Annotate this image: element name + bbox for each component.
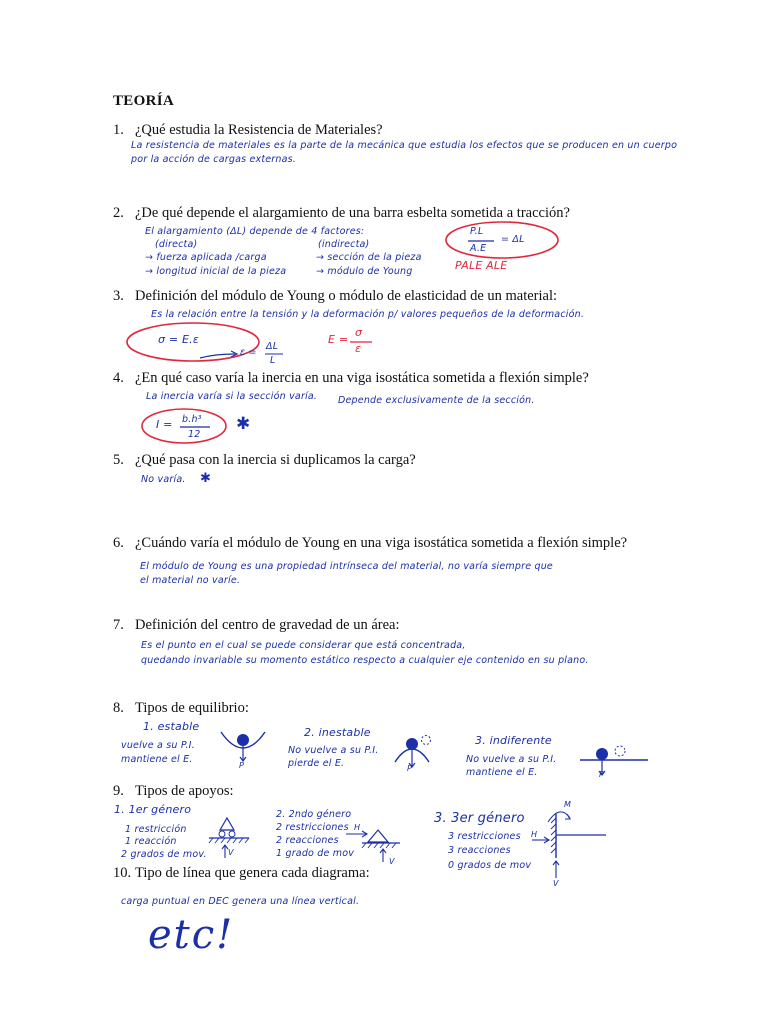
question-5: 5. ¿Qué pasa con la inercia si duplicamos la carga? <box>113 452 416 468</box>
question-10: 10. Tipo de línea que genera cada diagrama: <box>113 865 370 881</box>
support-2-line-1: 2 restricciones <box>276 822 349 833</box>
question-6: 6. ¿Cuándo varía el módulo de Young en una viga isostática sometida a flexión simple? <box>113 535 628 551</box>
formula-2-mnemonic: PALE ALE <box>455 259 508 272</box>
answer-6-line-1: El módulo de Young es una propiedad intrínseca del material, no varía siempre que <box>140 561 553 572</box>
equilibrium-1-line-2: mantiene el E. <box>121 754 193 765</box>
support-2-line-3: 1 grado de mov <box>276 848 355 859</box>
equilibrium-2-line-1: No vuelve a su P.I. <box>288 745 379 756</box>
answer-2-item-2: → longitud inicial de la pieza <box>145 266 287 277</box>
formula-4-num: b.h³ <box>182 414 202 425</box>
formula-3-stress-strain: σ = E.ε <box>158 333 199 346</box>
formula-3-strain-lhs: ε = <box>240 347 257 358</box>
answer-2-item-4: → módulo de Young <box>316 266 413 277</box>
formula-3-young-num: σ <box>355 326 363 339</box>
support-2-line-2: 2 reacciones <box>276 835 339 846</box>
equilibrium-3-line-2: mantiene el E. <box>466 767 538 778</box>
support-3-title: 3. 3er género <box>434 811 525 826</box>
support-3-line-1: 3 restricciones <box>448 831 521 842</box>
answer-2-item-3: → sección de la pieza <box>316 252 422 263</box>
support-3-line-3: 0 grados de mov <box>448 860 532 871</box>
neutral-equilibrium-icon <box>578 740 650 782</box>
question-7: 7. Definición del centro de gravedad de un área: <box>113 617 400 633</box>
support-3-m: M <box>564 800 572 809</box>
support-2-title: 2. 2ndo género <box>276 809 352 820</box>
fixed-support-icon <box>526 800 616 892</box>
answer-5-line-1: No varía. <box>141 474 186 485</box>
equilibrium-2-title: 2. inestable <box>304 726 371 739</box>
question-1: 1. ¿Qué estudia la Resistencia de Materiales? <box>113 122 383 138</box>
formula-3-circle <box>125 320 285 368</box>
support-3-line-2: 3 reacciones <box>448 845 511 856</box>
formula-4-den: 12 <box>188 429 201 440</box>
equilibrium-3-p: P <box>599 770 605 779</box>
support-1-v: V <box>228 848 234 857</box>
answer-5-asterisk: ✱ <box>200 471 212 486</box>
equilibrium-2-p: P <box>407 764 413 773</box>
support-2-v: V <box>389 857 395 866</box>
formula-2-equals: = ΔL <box>501 234 525 245</box>
answer-4-line-1: La inercia varía si la sección varía. <box>146 391 318 402</box>
question-3: 3. Definición del módulo de Young o módulo de elasticidad de un material: <box>113 288 558 304</box>
formula-3-young-den: ε <box>355 342 362 355</box>
support-2-h: H <box>354 823 361 832</box>
formula-4-circle <box>140 407 232 445</box>
answer-2-item-1: → fuerza aplicada /carga <box>145 252 267 263</box>
answer-4-line-1b: Depende exclusivamente de la sección. <box>338 395 535 406</box>
equilibrium-1-line-1: vuelve a su P.I. <box>121 740 195 751</box>
support-1-line-1: 1 restricción <box>125 824 187 835</box>
question-9: 9. Tipos de apoyos: <box>113 783 234 799</box>
formula-2-denominator: A.E <box>470 243 487 254</box>
formula-4-lhs: I = <box>156 418 173 431</box>
answer-6-line-2: el material no varíe. <box>140 575 241 586</box>
unstable-equilibrium-icon <box>392 730 442 774</box>
page-title: TEORÍA <box>113 93 174 109</box>
support-1-line-3: 2 grados de mov. <box>121 849 207 860</box>
support-1-line-2: 1 reacción <box>125 836 177 847</box>
equilibrium-3-title: 3. indiferente <box>475 734 552 747</box>
support-1-title: 1. 1er género <box>114 803 192 816</box>
equilibrium-1-title: 1. estable <box>143 720 200 733</box>
pinned-support-icon <box>340 826 410 866</box>
formula-2-numerator: P.L <box>470 226 484 237</box>
equilibrium-1-p: P <box>239 761 245 770</box>
equilibrium-3-line-1: No vuelve a su P.I. <box>466 754 557 765</box>
support-3-h: H <box>531 830 538 839</box>
answer-2-line-1: El alargamiento (ΔL) depende de 4 factores: <box>145 226 365 237</box>
support-3-v: V <box>553 879 559 888</box>
equilibrium-2-line-2: pierde el E. <box>288 758 345 769</box>
answer-4-asterisk: ✱ <box>236 414 251 434</box>
formula-3-young-lhs: E = <box>328 333 349 346</box>
etc-scribble: etc! <box>148 912 235 958</box>
formula-3-young-bar <box>350 340 374 344</box>
answer-1-line-2: por la acción de cargas externas. <box>131 154 297 165</box>
answer-2-indirecta: (indirecta) <box>318 239 370 250</box>
answer-1-line-1: La resistencia de materiales es la parte de la mecánica que estudia los efectos que se producen en un cuerpo <box>131 140 678 151</box>
formula-3-strain-den: L <box>270 355 276 366</box>
formula-3-strain-num: ΔL <box>266 341 279 352</box>
answer-3-line-1: Es la relación entre la tensión y la deformación p/ valores pequeños de la deformación. <box>151 309 585 320</box>
answer-7-line-1: Es el punto en el cual se puede considerar que está concentrada, <box>141 640 466 651</box>
question-4: 4. ¿En qué caso varía la inercia en una viga isostática sometida a flexión simple? <box>113 370 589 386</box>
answer-2-directa: (directa) <box>155 239 198 250</box>
question-8: 8. Tipos de equilibrio: <box>113 700 249 716</box>
answer-7-line-2: quedando invariable su momento estático respecto a cualquier eje contenido en su plano. <box>141 655 589 666</box>
question-2: 2. ¿De qué depende el alargamiento de una barra esbelta sometida a tracción? <box>113 205 570 221</box>
answer-10-line-1: carga puntual en DEC genera una línea vertical. <box>121 896 360 907</box>
